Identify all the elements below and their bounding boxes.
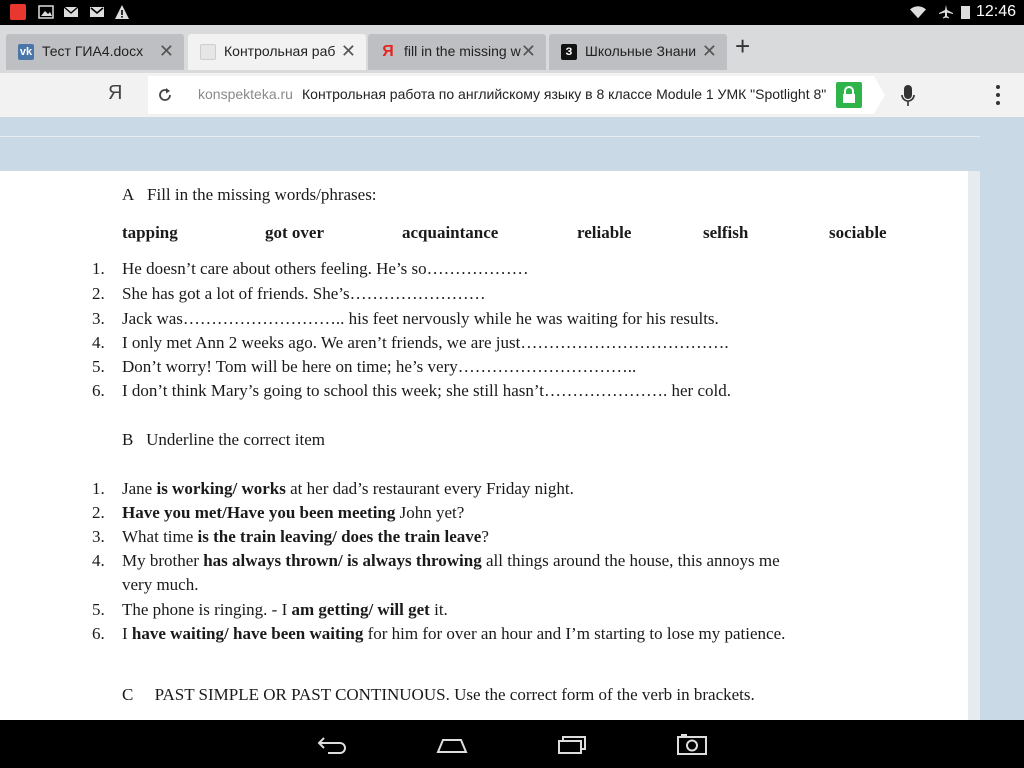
item-number: 2.: [92, 503, 105, 522]
item-text: I don’t think Mary’s going to school this week; she still hasn’t…………………. her cold.: [122, 381, 731, 400]
item-number: 3.: [92, 309, 105, 328]
back-icon[interactable]: [316, 732, 348, 756]
tab-label: fill in the missing w: [404, 43, 521, 59]
item-text: ?: [481, 527, 489, 546]
reload-icon[interactable]: [156, 86, 174, 104]
page-title: Контрольная работа по английскому языку в 8 классе Module 1 УМК "Spotlight 8": [302, 86, 827, 102]
answer-choices[interactable]: has always thrown/ is always throwing: [203, 551, 482, 570]
section-b-header: [122, 430, 325, 450]
section-c-header: [122, 685, 755, 705]
list-item: [92, 479, 574, 499]
tab-strip: [0, 25, 1024, 73]
system-nav-bar: [0, 720, 1024, 768]
list-item: [92, 309, 719, 329]
answer-choices[interactable]: Have you met/Have you been meeting: [122, 503, 396, 522]
answer-choices[interactable]: is working/ works: [156, 479, 286, 498]
item-text: She has got a lot of friends. She’s……………………: [122, 284, 486, 303]
more-menu-icon[interactable]: [990, 84, 1006, 106]
airplane-mode-icon: [938, 4, 954, 20]
item-text: John yet?: [395, 503, 465, 522]
item-text: it.: [429, 600, 448, 619]
tab-test-gia[interactable]: [6, 34, 184, 70]
warning-notification-icon: [114, 4, 130, 20]
item-text: Don’t worry! Tom will be here on time; he’s very…………………………..: [122, 357, 637, 376]
wifi-icon: [910, 4, 926, 20]
new-tab-button[interactable]: +: [735, 31, 751, 61]
vk-icon: vk: [19, 46, 33, 58]
tab-kontrolnaya[interactable]: [188, 34, 366, 70]
item-number: 4.: [92, 551, 105, 570]
close-icon[interactable]: ✕: [340, 41, 356, 61]
list-item: [92, 381, 731, 401]
clock: 12:46: [975, 3, 1016, 20]
page-shadow: [968, 171, 980, 720]
tab-znanija[interactable]: [549, 34, 727, 70]
browser-toolbar: [0, 73, 1024, 117]
list-item: [92, 624, 785, 644]
microphone-icon[interactable]: [900, 83, 916, 109]
close-icon[interactable]: ✕: [520, 41, 536, 61]
word-bank-item: got over: [265, 223, 325, 242]
item-text: at her dad’s restaurant every Friday night.: [285, 479, 574, 498]
answer-choices[interactable]: am getting/ will get: [291, 600, 430, 619]
section-title: Fill in the missing words/phrases:: [147, 185, 377, 204]
word-bank-item: tapping: [122, 223, 178, 242]
section-letter: C: [122, 685, 134, 704]
word-bank-item: selfish: [703, 223, 749, 242]
blank-page-icon: [200, 44, 216, 60]
item-text: The phone is ringing. - I: [122, 600, 292, 619]
item-number: 4.: [92, 333, 105, 352]
close-icon[interactable]: ✕: [158, 41, 174, 61]
address-bar-arrow: [874, 76, 885, 114]
gmail-notification-icon: [89, 4, 105, 20]
item-number: 1.: [92, 479, 105, 498]
tab-label: Тест ГИА4.docx: [42, 43, 144, 59]
item-text: What time: [122, 527, 198, 546]
close-icon[interactable]: ✕: [701, 41, 717, 61]
list-item: [92, 284, 486, 304]
yandex-home-button[interactable]: Я: [108, 82, 123, 104]
item-text: He doesn’t care about others feeling. He’s so………………: [122, 259, 529, 278]
item-number: 2.: [92, 284, 105, 303]
list-item-continuation: very much.: [122, 575, 199, 594]
section-title: PAST SIMPLE OR PAST CONTINUOUS. Use the correct form of the verb in brackets.: [154, 685, 755, 704]
tab-fill-in[interactable]: [368, 34, 546, 70]
item-text: My brother: [122, 551, 204, 570]
item-number: 5.: [92, 600, 105, 619]
list-item: [92, 551, 780, 571]
web-content[interactable]: [0, 117, 1024, 720]
list-item: [92, 527, 489, 547]
tab-label: Школьные Знани: [585, 43, 697, 59]
item-number: 5.: [92, 357, 105, 376]
mail-notification-icon: [63, 4, 79, 20]
answer-choices[interactable]: have waiting/ have been waiting: [131, 624, 364, 643]
status-bar: [0, 0, 1024, 25]
item-text: I: [122, 624, 132, 643]
list-item: [92, 357, 636, 377]
divider: [0, 136, 980, 137]
znanija-icon: З: [561, 44, 577, 60]
word-bank-item: acquaintance: [402, 223, 499, 242]
section-a-header: [122, 185, 377, 205]
item-text: I only met Ann 2 weeks ago. We aren’t friends, we are just……………………………….: [122, 333, 729, 352]
secure-lock-icon[interactable]: [836, 82, 862, 108]
item-number: 1.: [92, 259, 105, 278]
item-number: 6.: [92, 381, 105, 400]
list-item: [92, 503, 464, 523]
section-letter: B: [122, 430, 134, 449]
recent-apps-icon[interactable]: [556, 732, 588, 756]
list-item: [92, 259, 529, 279]
word-bank-item: sociable: [829, 223, 887, 242]
list-item: [92, 333, 729, 353]
battery-icon: [961, 6, 970, 19]
word-bank-item: reliable: [577, 223, 632, 242]
home-icon[interactable]: [436, 732, 468, 756]
document-page: [0, 171, 968, 720]
item-number: 6.: [92, 624, 105, 643]
yandex-icon: Я: [382, 43, 394, 60]
answer-choices[interactable]: is the train leaving/ does the train leave: [197, 527, 482, 546]
item-text: Jane: [122, 479, 157, 498]
url-domain: konspekteka.ru: [198, 86, 293, 102]
section-letter: A: [122, 185, 135, 204]
list-item: [92, 600, 448, 620]
address-bar[interactable]: [148, 76, 874, 114]
item-number: 3.: [92, 527, 105, 546]
tab-label: Контрольная раб: [224, 43, 336, 59]
image-notification-icon: [38, 4, 54, 20]
item-text: for him for over an hour and I’m starting to lose my patience.: [363, 624, 786, 643]
aliexpress-notification-icon: [10, 4, 26, 20]
item-text: all things around the house, this annoys me: [481, 551, 780, 570]
item-text: Jack was……………………….. his feet nervously while he was waiting for his results.: [122, 309, 719, 328]
section-title: Underline the correct item: [146, 430, 325, 449]
screenshot-icon[interactable]: [676, 732, 708, 756]
